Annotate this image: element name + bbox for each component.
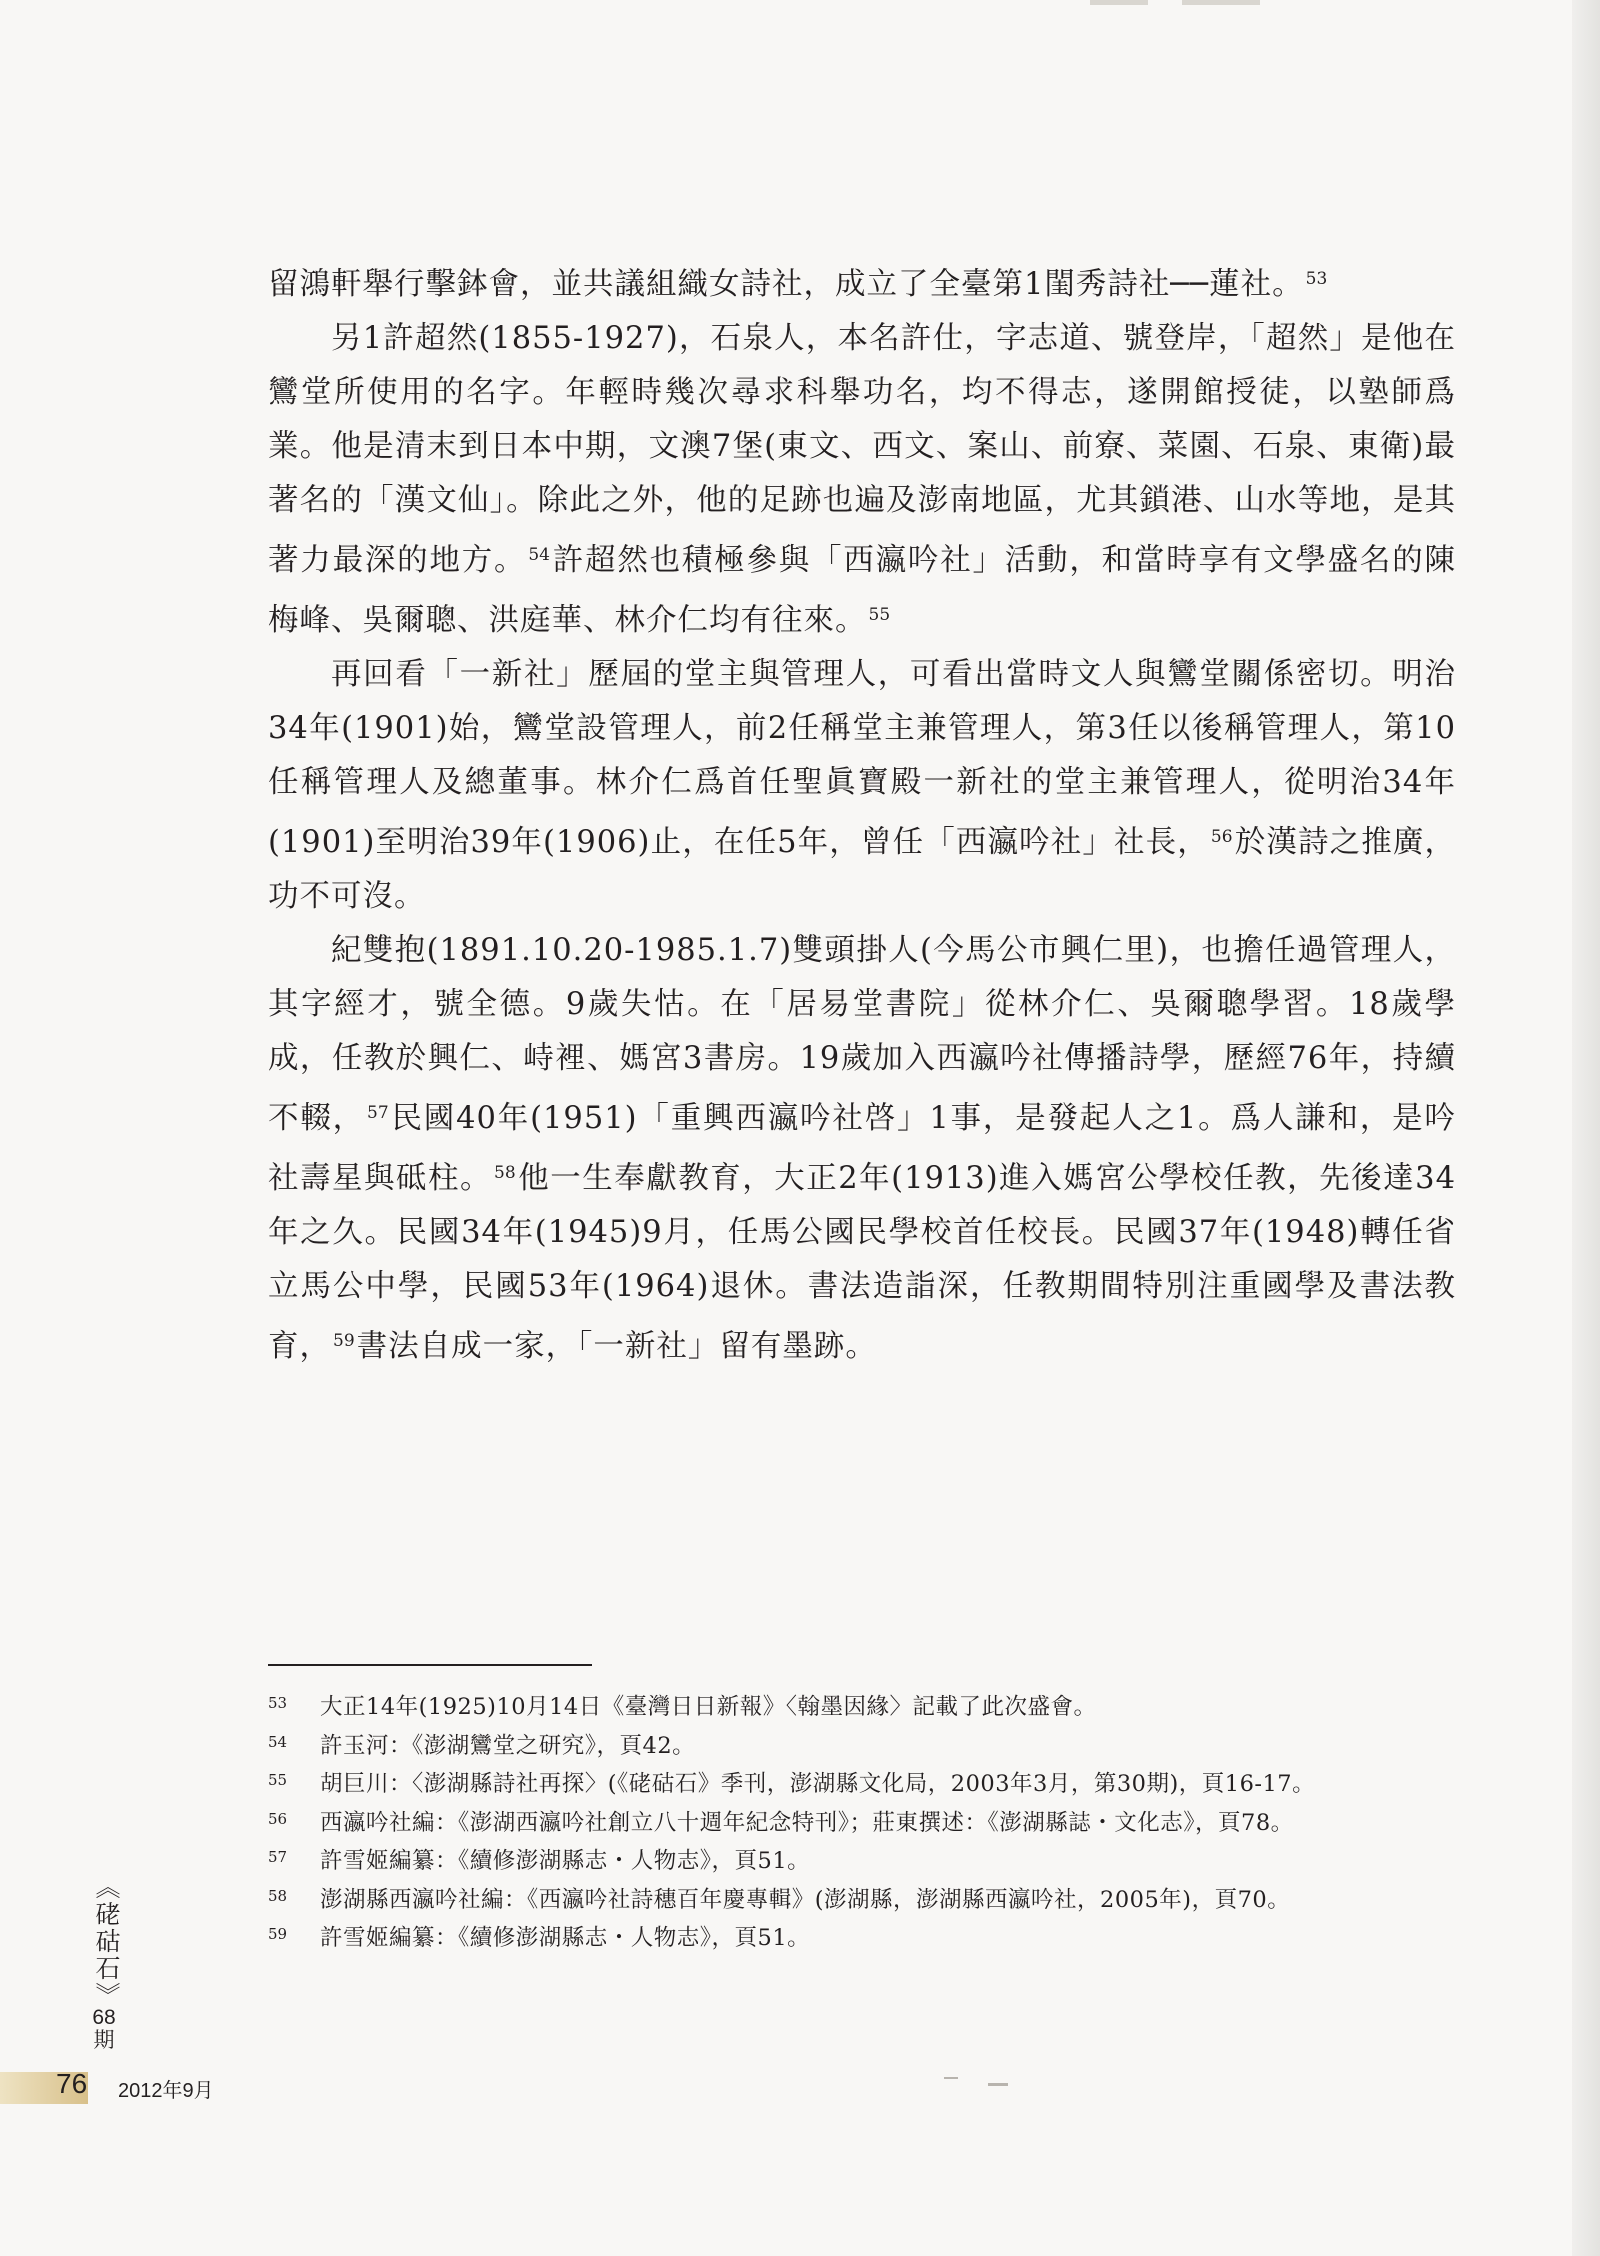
footnote-marker: 56 bbox=[1210, 827, 1233, 847]
footnote-item bbox=[268, 1731, 1456, 1762]
issue-date: 2012年9月 bbox=[118, 2080, 214, 2102]
paragraph-text: 留鴻軒舉行擊鉢會，並共議組織女詩社，成立了全臺第1閨秀詩社──蓮社。 bbox=[268, 267, 1304, 302]
footnote-number: 59 bbox=[268, 1925, 288, 1943]
top-edge-marks bbox=[1090, 0, 1290, 8]
footnotes bbox=[268, 1692, 1456, 1962]
footnote-item bbox=[268, 1846, 1456, 1877]
paragraph-text: 他一生奉獻教育，大正2年(1913)進入媽宮公學校任教，先後達34年之久。民國34年(1945)9月，任馬公國民學校首任校長。民國37年(1948)轉任省立馬公中學，民國53年(1964)退休。書法造詣深，任教期間特別注重國學及書法教育， bbox=[268, 1161, 1456, 1364]
paragraph-text: 再回看「一新社」歷屆的堂主與管理人，可看出當時文人與鸞堂關係密切。明治34年(1901)始，鸞堂設管理人，前2任稱堂主兼管理人，第3任以後稱管理人，第10任稱管理人及總董事。林介仁爲首任聖眞寶殿一新社的堂主兼管理人，從明治34年(1901)至明治39年(1906)止，在任5年，曾任「西瀛吟社」社長， bbox=[268, 657, 1456, 860]
paragraph-text: 紀雙抱(1891.10.20-1985.1.7)雙頭掛人(今馬公市興仁里)，也擔任過管理人，其字經才，號全德。9歲失怙。在「居易堂書院」從林介仁、吳爾聰學習。18歲學成，任教於興仁、峙裡、媽宮3書房。19歲加入西瀛吟社傳播詩學，歷經76年，持續不輟， bbox=[268, 933, 1456, 1136]
paragraph-text: 於漢詩之推廣，功不可沒。 bbox=[268, 825, 1457, 914]
footnote-number: 58 bbox=[268, 1886, 288, 1905]
footnote-text: 許玉河：《澎湖鸞堂之研究》，頁42。 bbox=[320, 1732, 696, 1759]
page-edge-shadow bbox=[1572, 0, 1600, 2256]
footnote-number: 53 bbox=[268, 1694, 288, 1712]
footnote-number: 57 bbox=[268, 1848, 288, 1866]
body-paragraph bbox=[268, 312, 1456, 648]
footnote-rule bbox=[268, 1664, 592, 1666]
footnote-number: 56 bbox=[268, 1809, 288, 1828]
footnote-marker: 54 bbox=[528, 545, 550, 565]
footnote-text: 胡巨川：〈澎湖縣詩社再探〉(《硓𥑮石》季刊，澎湖縣文化局，2003年3月，第30期)，頁16-17。 bbox=[320, 1771, 1316, 1797]
footnote-item bbox=[268, 1808, 1456, 1839]
footnote-marker: 59 bbox=[333, 1331, 355, 1351]
footnote-item bbox=[268, 1885, 1456, 1916]
scan-speck bbox=[944, 2077, 958, 2079]
footnote-marker: 58 bbox=[494, 1163, 516, 1183]
body-paragraph bbox=[268, 648, 1456, 924]
footnote-marker: 55 bbox=[868, 605, 891, 625]
page-number: 76 bbox=[56, 2068, 88, 2099]
footnote-marker: 57 bbox=[367, 1103, 389, 1123]
footnote-text: 西瀛吟社編：《澎湖西瀛吟社創立八十週年紀念特刊》；莊東撰述：《澎湖縣誌・文化志》，頁78。 bbox=[320, 1809, 1294, 1836]
footnote-item bbox=[268, 1923, 1456, 1954]
paragraph-text: 許超然也積極參與「西瀛吟社」活動，和當時享有文學盛名的陳梅峰、吳爾聰、洪庭華、林介仁均有往來。 bbox=[268, 543, 1457, 638]
issue-unit: 期 bbox=[93, 2029, 115, 2052]
footnote-text: 澎湖縣西瀛吟社編：《西瀛吟社詩穗百年慶專輯》(澎湖縣，澎湖縣西瀛吟社，2005年)，頁70。 bbox=[320, 1886, 1291, 1913]
paragraph-text: 另1許超然(1855-1927)，石泉人，本名許仕，字志道、號登岸，「超然」是他在鸞堂所使用的名字。年輕時幾次尋求科舉功名，均不得志，遂開館授徒，以塾師爲業。他是清末到日本中期，文澳7堡(東文、西文、案山、前寮、菜園、石泉、東衛)最著名的「漢文仙」。除此之外，他的足跡也遍及澎南地區，尤其鎖港、山水等地，是其著力最深的地方。 bbox=[268, 321, 1456, 578]
paragraph-text: 書法自成一家，「一新社」留有墨跡。 bbox=[356, 1329, 877, 1364]
scan-speck bbox=[988, 2083, 1008, 2086]
body-text bbox=[268, 252, 1456, 1374]
footnote-marker: 53 bbox=[1305, 269, 1328, 289]
footnote-number: 55 bbox=[268, 1771, 288, 1789]
issue-number: 68 bbox=[92, 2006, 116, 2029]
footnote-number: 54 bbox=[268, 1732, 288, 1751]
footnote-text: 許雪姬編纂：《續修澎湖縣志・人物志》，頁51。 bbox=[320, 1925, 811, 1951]
footnote-text: 許雪姬編纂：《續修澎湖縣志・人物志》，頁51。 bbox=[320, 1848, 811, 1874]
journal-title-vertical: 《硓𥑮石》 bbox=[92, 1874, 121, 2009]
paragraph-text: 民國40年(1951)「重興西瀛吟社啓」1事，是發起人之1。爲人謙和，是吟社壽星與砥柱。 bbox=[268, 1101, 1456, 1196]
body-paragraph bbox=[268, 252, 1456, 312]
body-paragraph bbox=[268, 924, 1456, 1374]
issue-label bbox=[89, 2006, 119, 2052]
footnote-text: 大正14年(1925)10月14日《臺灣日日新報》〈翰墨因緣〉記載了此次盛會。 bbox=[320, 1694, 1097, 1720]
footnote-item bbox=[268, 1769, 1456, 1800]
footnote-item bbox=[268, 1692, 1456, 1723]
